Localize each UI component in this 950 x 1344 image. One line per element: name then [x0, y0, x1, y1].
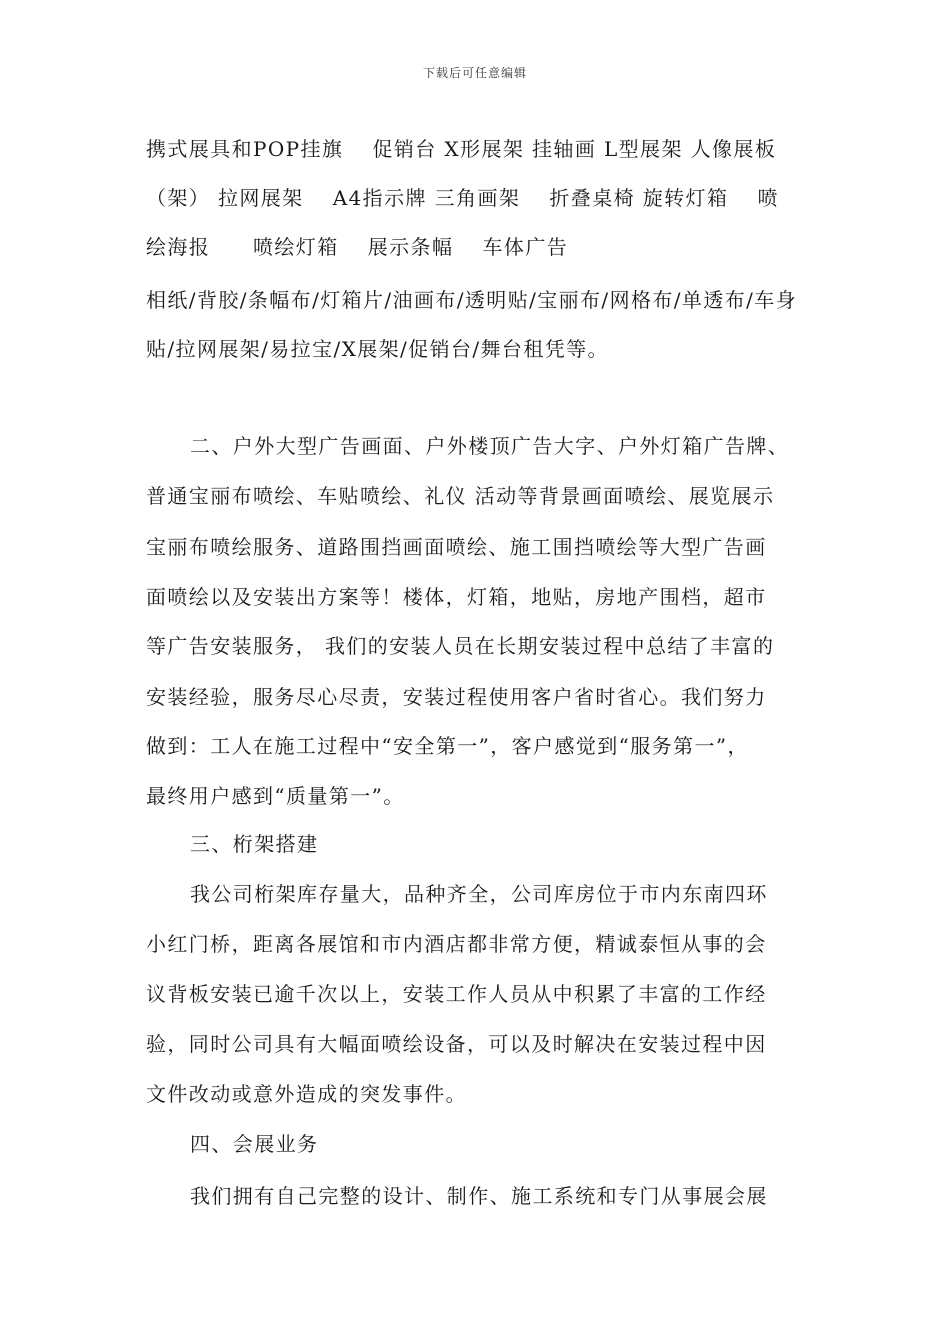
text-line: 相纸/背胶/条幅布/灯箱片/油画布/透明贴/宝丽布/网格布/单透布/车身 — [146, 288, 798, 312]
text-line: 做到：工人在施工过程中“安全第一”，客户感觉到“服务第一”， — [146, 734, 749, 758]
text-line: 最终用户感到“质量第一”。 — [146, 784, 405, 808]
text-line: 安装经验，服务尽心尽责，安装过程使用客户省时省心。我们努力 — [146, 685, 767, 709]
text-line: 我公司桁架库存量大，品种齐全，公司库房位于市内东南四环 — [190, 882, 768, 906]
text-line: 绘海报 喷绘灯箱 展示条幅 车体广告 — [146, 235, 569, 259]
text-line: 议背板安装已逾千次以上，安装工作人员从中积累了丰富的工作经 — [146, 982, 767, 1006]
section-heading: 三、桁架搭建 — [190, 832, 319, 856]
text-line: 等广告安装服务， 我们的安装人员在长期安装过程中总结了丰富的 — [146, 634, 775, 658]
text-line: 二、户外大型广告画面、户外楼顶广告大字、户外灯箱广告牌、 — [190, 434, 790, 458]
text-line: 验，同时公司具有大幅面喷绘设备，可以及时解决在安装过程中因 — [146, 1032, 767, 1056]
text-line: 携式展具和POP挂旗 促销台 X形展架 挂轴画 L型展架 人像展板 — [146, 137, 777, 161]
section-heading: 四、会展业务 — [190, 1132, 319, 1156]
text-line: 面喷绘以及安装出方案等！楼体，灯箱，地贴，房地产围档，超市 — [146, 585, 767, 609]
text-line: （架） 拉网展架 A4指示牌 三角画架 折叠桌椅 旋转灯箱 喷 — [146, 186, 779, 210]
page-header-note: 下载后可任意编辑 — [422, 66, 527, 80]
text-line: 我们拥有自己完整的设计、制作、施工系统和专门从事展会展 — [190, 1184, 768, 1208]
text-line: 小红门桥，距离各展馆和市内酒店都非常方便，精诚泰恒从事的会 — [146, 932, 767, 956]
text-line: 宝丽布喷绘服务、道路围挡画面喷绘、施工围挡喷绘等大型广告画 — [146, 535, 767, 559]
text-line: 文件改动或意外造成的突发事件。 — [146, 1082, 467, 1106]
text-line: 贴/拉网展架/易拉宝/X展架/促销台/舞台租凭等。 — [146, 337, 609, 361]
text-line: 普通宝丽布喷绘、车贴喷绘、礼仪 活动等背景画面喷绘、展览展示 — [146, 484, 775, 508]
